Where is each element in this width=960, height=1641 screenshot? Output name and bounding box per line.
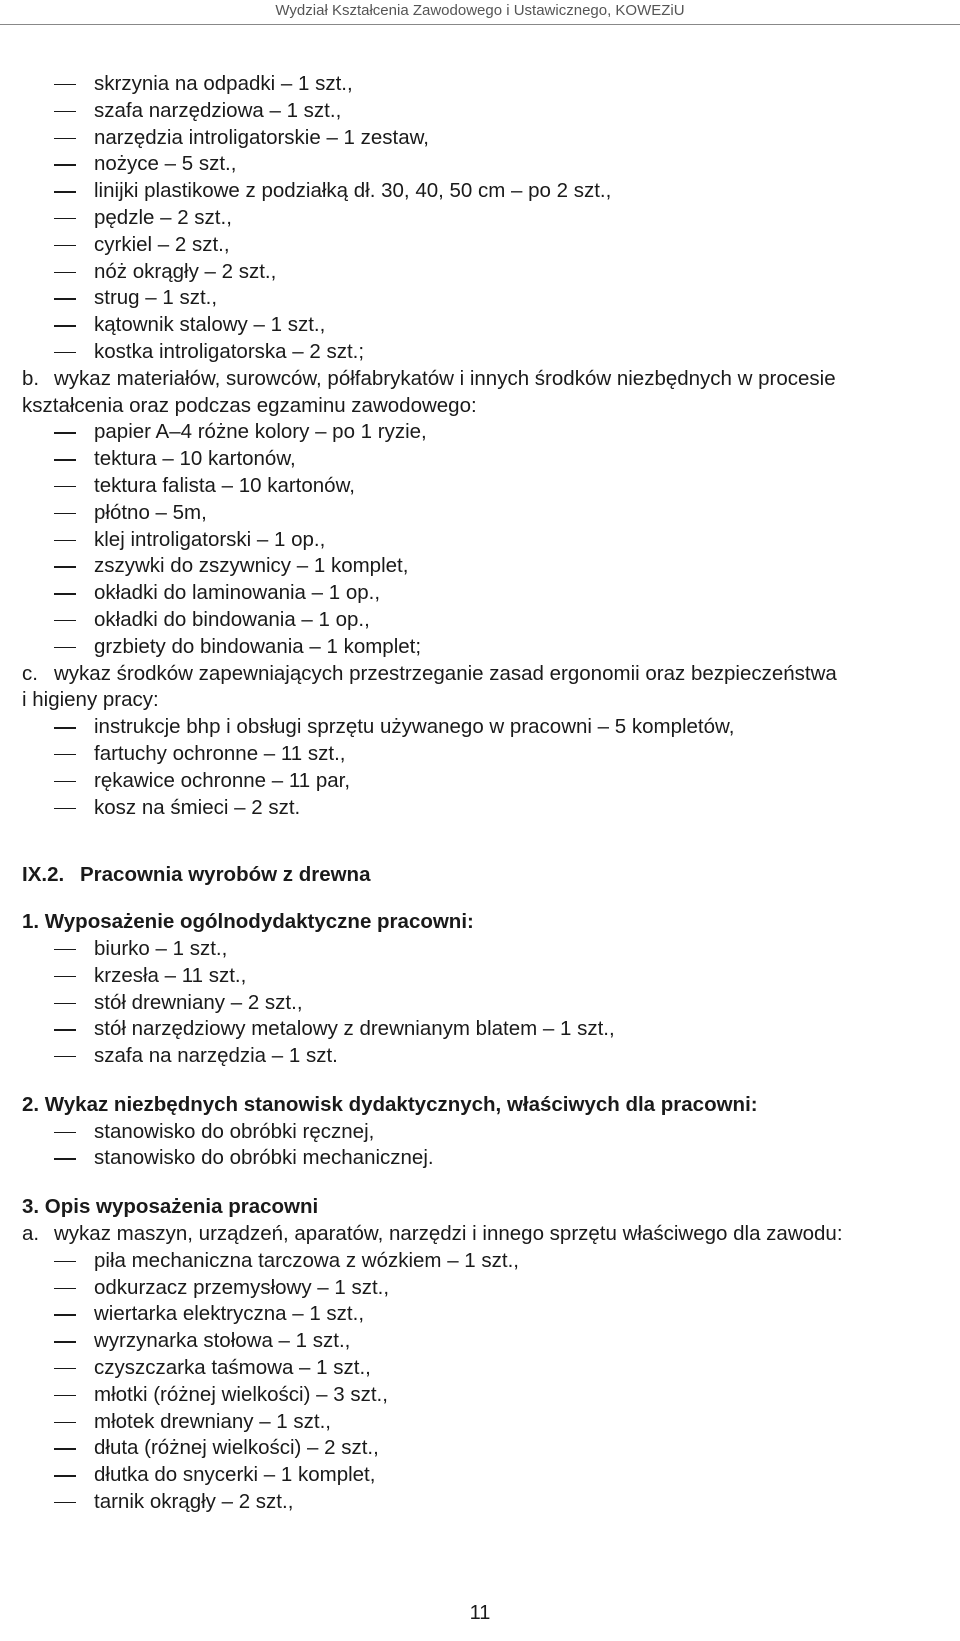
list-item: kostka introligatorska – 2 szt.; (0, 339, 960, 366)
list-item: biurko – 1 szt., (0, 936, 960, 963)
section-c-intro-cont (0, 687, 960, 714)
list-item: zszywki do zszywnicy – 1 komplet, (0, 553, 960, 580)
dash-bullet (54, 593, 76, 594)
dash-bullet (54, 1422, 76, 1423)
dash-bullet (54, 647, 76, 648)
section-b-intro-cont (0, 393, 960, 420)
dash-bullet (54, 976, 76, 977)
list-item: czyszczarka taśmowa – 1 szt., (0, 1355, 960, 1382)
dash-bullet (54, 1368, 76, 1369)
section-b (0, 366, 960, 661)
list-item: wiertarka elektryczna – 1 szt., (0, 1301, 960, 1328)
document-body (0, 71, 960, 1516)
dash-bullet (54, 1029, 76, 1030)
list-item: stół drewniany – 2 szt., (0, 990, 960, 1017)
section-title-ix2 (0, 862, 960, 889)
dash-bullet (54, 727, 76, 728)
dash-bullet (54, 245, 76, 246)
page-header (0, 0, 960, 22)
section-b-intro (0, 366, 960, 393)
list-item: odkurzacz przemysłowy – 1 szt., (0, 1275, 960, 1302)
dash-bullet (54, 808, 76, 809)
subsection-3-a-intro (0, 1221, 960, 1248)
list-item: szafa na narzędzia – 1 szt. (0, 1043, 960, 1070)
list-item: grzbiety do bindowania – 1 komplet; (0, 634, 960, 661)
dash-bullet (54, 540, 76, 541)
spacer (0, 1172, 960, 1194)
list-a-continued (0, 71, 960, 366)
subsection-3 (0, 1194, 960, 1516)
section-c (0, 661, 960, 822)
list-item: szafa narzędziowa – 1 szt., (0, 98, 960, 125)
list-item: młotki (różnej wielkości) – 3 szt., (0, 1382, 960, 1409)
dash-bullet (54, 272, 76, 273)
spacer (0, 1070, 960, 1092)
list-item: cyrkiel – 2 szt., (0, 232, 960, 259)
spacer (0, 821, 960, 862)
list-item: młotek drewniany – 1 szt., (0, 1409, 960, 1436)
list-item: tarnik okrągły – 2 szt., (0, 1489, 960, 1516)
dash-bullet (54, 1448, 76, 1449)
list-item: tektura falista – 10 kartonów, (0, 473, 960, 500)
list-item: stanowisko do obróbki ręcznej, (0, 1119, 960, 1146)
dash-bullet (54, 459, 76, 460)
list-item: krzesła – 11 szt., (0, 963, 960, 990)
list-item: pędzle – 2 szt., (0, 205, 960, 232)
list-item: piła mechaniczna tarczowa z wózkiem – 1 szt., (0, 1248, 960, 1275)
dash-bullet (54, 138, 76, 139)
dash-bullet (54, 1288, 76, 1289)
section-c-line1: wykaz środków zapewniających przestrzeganie zasad ergonomii oraz bezpieczeństwa (54, 661, 837, 685)
section-b-line1: wykaz materiałów, surowców, półfabrykatów i innych środków niezbędnych w procesie (54, 366, 836, 390)
list-item: tektura – 10 kartonów, (0, 446, 960, 473)
subsection-3-a-text: wykaz maszyn, urządzeń, aparatów, narzędzi i innego sprzętu właściwego dla zawodu: (54, 1222, 843, 1246)
list-item: płótno – 5m, (0, 500, 960, 527)
subsection-2 (0, 1092, 960, 1172)
list-item: instrukcje bhp i obsługi sprzętu używanego w pracowni – 5 kompletów, (0, 714, 960, 741)
header-divider (0, 24, 960, 25)
dash-bullet (54, 432, 76, 433)
spacer (0, 889, 960, 909)
list-item: kosz na śmieci – 2 szt. (0, 795, 960, 822)
list-item: linijki plastikowe z podziałką dł. 30, 40, 50 cm – po 2 szt., (0, 178, 960, 205)
header-text: Wydział Kształcenia Zawodowego i Ustawicznego, KOWEZiU (275, 2, 685, 19)
dash-bullet (54, 191, 76, 192)
section-c-line2: i higieny pracy: (22, 688, 159, 712)
list-item: wyrzynarka stołowa – 1 szt., (0, 1328, 960, 1355)
dash-bullet (54, 486, 76, 487)
dash-bullet (54, 1056, 76, 1057)
list-item: narzędzia introligatorskie – 1 zestaw, (0, 125, 960, 152)
dash-bullet (54, 781, 76, 782)
page-footer (0, 1600, 960, 1626)
list-item: okładki do laminowania – 1 op., (0, 580, 960, 607)
dash-bullet (54, 218, 76, 219)
list-item: dłutka do snycerki – 1 komplet, (0, 1462, 960, 1489)
dash-bullet (54, 949, 76, 950)
dash-bullet (54, 1003, 76, 1004)
list-item: nożyce – 5 szt., (0, 151, 960, 178)
dash-bullet (54, 1395, 76, 1396)
page-number: 11 (469, 1602, 491, 1624)
section-b-line2: kształcenia oraz podczas egzaminu zawodowego: (22, 393, 477, 417)
dash-bullet (54, 298, 76, 299)
dash-bullet (54, 164, 76, 165)
list-item: skrzynia na odpadki – 1 szt., (0, 71, 960, 98)
list-item: kątownik stalowy – 1 szt., (0, 312, 960, 339)
list-item: papier A–4 różne kolory – po 1 ryzie, (0, 419, 960, 446)
subsection-2-heading: 2. Wykaz niezbędnych stanowisk dydaktycznych, właściwych dla pracowni: (22, 1092, 758, 1116)
dash-bullet (54, 1158, 76, 1159)
list-item: stanowisko do obróbki mechanicznej. (0, 1145, 960, 1172)
subsection-1-heading: 1. Wyposażenie ogólnodydaktyczne pracowni: (22, 910, 474, 934)
list-item: okładki do bindowania – 1 op., (0, 607, 960, 634)
dash-bullet (54, 1132, 76, 1133)
list-item: rękawice ochronne – 11 par, (0, 768, 960, 795)
list-item: strug – 1 szt., (0, 285, 960, 312)
list-item: klej introligatorski – 1 op., (0, 527, 960, 554)
subsection-3-a-label: a. (22, 1222, 40, 1246)
section-number: IX.2. (22, 863, 65, 887)
dash-bullet (54, 1341, 76, 1342)
section-b-label: b. (22, 366, 40, 390)
dash-bullet (54, 1314, 76, 1315)
list-item: fartuchy ochronne – 11 szt., (0, 741, 960, 768)
dash-bullet (54, 352, 76, 353)
section-title: Pracownia wyrobów z drewna (80, 863, 371, 887)
list-item: stół narzędziowy metalowy z drewnianym blatem – 1 szt., (0, 1016, 960, 1043)
section-c-label: c. (22, 661, 38, 685)
dash-bullet (54, 1502, 76, 1503)
dash-bullet (54, 84, 76, 85)
dash-bullet (54, 1261, 76, 1262)
section-c-intro (0, 661, 960, 688)
dash-bullet (54, 754, 76, 755)
subsection-3-heading: 3. Opis wyposażenia pracowni (22, 1195, 319, 1219)
dash-bullet (54, 620, 76, 621)
dash-bullet (54, 1475, 76, 1476)
dash-bullet (54, 513, 76, 514)
dash-bullet (54, 325, 76, 326)
list-item: dłuta (różnej wielkości) – 2 szt., (0, 1435, 960, 1462)
dash-bullet (54, 566, 76, 567)
subsection-1 (0, 909, 960, 1070)
dash-bullet (54, 111, 76, 112)
list-item: nóż okrągły – 2 szt., (0, 259, 960, 286)
